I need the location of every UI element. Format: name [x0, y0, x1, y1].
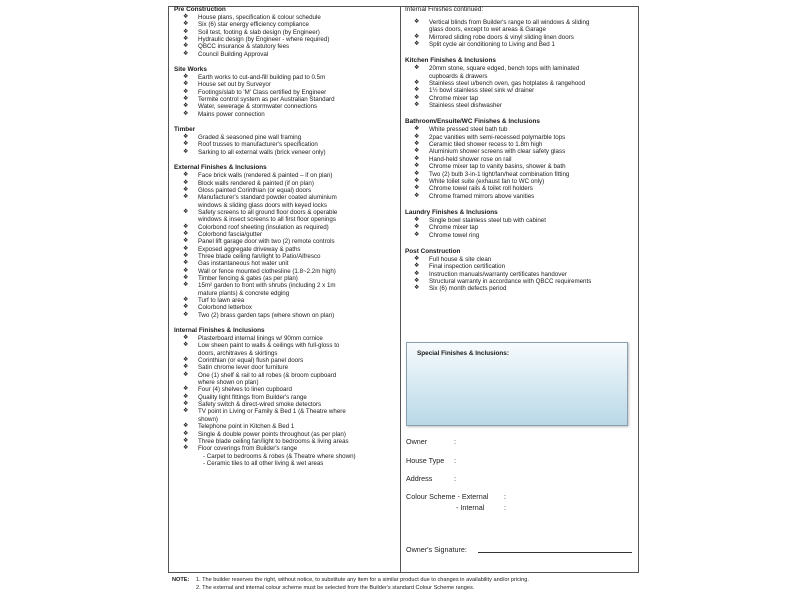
list-item [405, 95, 633, 102]
address-field[interactable] [406, 474, 456, 483]
list-item [174, 103, 396, 110]
item-list [405, 256, 633, 293]
diamond-bullet-icon: ❖ [414, 216, 420, 223]
list-item [405, 278, 633, 285]
list-item [174, 335, 396, 342]
item-text: Single & double power points throughout (as per plan) [198, 430, 346, 438]
item-text: One (1) shelf & rail to all robes (& broom cupboard [198, 371, 337, 379]
diamond-bullet-icon: ❖ [414, 148, 420, 155]
item-text: Colorbond fascia/gutter [198, 230, 262, 238]
list-item [405, 148, 633, 155]
list-item [174, 89, 396, 96]
item-text: - Carpet to bedrooms & robes (& Theatre where shown) [203, 452, 356, 460]
diamond-bullet-icon: ❖ [183, 311, 189, 318]
item-list [405, 65, 633, 109]
diamond-bullet-icon: ❖ [183, 172, 189, 179]
section [174, 66, 396, 118]
diamond-bullet-icon: ❖ [183, 74, 189, 81]
diamond-bullet-icon: ❖ [183, 445, 189, 452]
item-text: Six (6) star energy efficiency compliance [198, 21, 309, 29]
item-text: Plasterboard internal linings w/ 90mm cornice [198, 335, 323, 343]
item-text: Ceramic tiled shower recess to 1.8m high [429, 141, 543, 149]
list-item [174, 194, 396, 201]
list-item [174, 172, 396, 179]
signature-label: Owner's Signature: [406, 545, 467, 554]
owner-field[interactable] [406, 437, 456, 446]
colour-external-colon: : [504, 492, 506, 501]
diamond-bullet-icon: ❖ [414, 263, 420, 270]
item-text: Mirrored sliding robe doors & vinyl sliding linen doors [429, 33, 574, 41]
item-text: Colorbond roof sheeting (insulation as required) [198, 223, 329, 231]
section-heading: Kitchen Finishes & Inclusions [405, 57, 496, 65]
item-text: Safety switch & direct-wired smoke detectors [198, 401, 322, 409]
diamond-bullet-icon: ❖ [183, 252, 189, 259]
diamond-bullet-icon: ❖ [183, 401, 189, 408]
list-item [405, 224, 633, 231]
list-item [174, 379, 396, 386]
list-item [405, 193, 633, 200]
item-text: Chrome mixer tap to vanity basins, shower & bath [429, 163, 566, 171]
diamond-bullet-icon: ❖ [183, 223, 189, 230]
right-column [405, 6, 633, 302]
item-text: Sarking to all external walls (brick veneer only) [198, 148, 326, 156]
diamond-bullet-icon: ❖ [183, 393, 189, 400]
diamond-bullet-icon: ❖ [414, 126, 420, 133]
diamond-bullet-icon: ❖ [414, 177, 420, 184]
colour-external-label: Colour Scheme - External [406, 492, 489, 501]
diamond-bullet-icon: ❖ [183, 88, 189, 95]
list-item [174, 416, 396, 423]
list-item [174, 253, 396, 260]
list-item [405, 134, 633, 141]
item-text: Quality light fittings from Builder's range [198, 393, 307, 401]
signature-field[interactable] [406, 545, 467, 554]
diamond-bullet-icon: ❖ [414, 270, 420, 277]
item-list [405, 19, 633, 48]
list-item [405, 178, 633, 185]
diamond-bullet-icon: ❖ [183, 50, 189, 57]
special-finishes-box[interactable] [406, 342, 628, 426]
list-item [174, 134, 396, 141]
diamond-bullet-icon: ❖ [183, 423, 189, 430]
diamond-bullet-icon: ❖ [183, 96, 189, 103]
diamond-bullet-icon: ❖ [183, 260, 189, 267]
list-item [174, 187, 396, 194]
section-heading: Site Works [174, 66, 207, 74]
diamond-bullet-icon: ❖ [183, 408, 189, 415]
item-text: House plans, specification & colour schedule [198, 14, 321, 21]
diamond-bullet-icon: ❖ [183, 267, 189, 274]
diamond-bullet-icon: ❖ [183, 386, 189, 393]
diamond-bullet-icon: ❖ [183, 141, 189, 148]
list-item [405, 126, 633, 133]
item-text: where shown on plan) [198, 379, 259, 387]
item-list [174, 134, 396, 156]
item-text: Aluminium shower screens with clear safety glass [429, 148, 566, 156]
item-text: Stainless steel u/bench oven, gas hotplates & rangehood [429, 80, 586, 88]
item-text: 20mm stone, square edged, bench tops with laminated [429, 65, 580, 73]
diamond-bullet-icon: ❖ [183, 134, 189, 141]
diamond-bullet-icon: ❖ [414, 155, 420, 162]
item-text: TV point in Living or Family & Bed 1 (& Theatre where [198, 408, 346, 416]
diamond-bullet-icon: ❖ [183, 335, 189, 342]
left-column [174, 6, 396, 475]
item-text: White pressed steel bath tub [429, 126, 508, 134]
section-heading: Laundry Finishes & Inclusions [405, 208, 498, 216]
list-item [174, 401, 396, 408]
section [405, 209, 633, 239]
list-item [174, 260, 396, 267]
item-text: Manufacturer's standard powder coated aluminium [198, 194, 337, 202]
item-text: Mains power connection [198, 110, 265, 118]
address-label: Address [406, 474, 433, 483]
list-item [174, 111, 396, 118]
item-text: windows & sliding glass doors with keyed locks [198, 201, 327, 209]
item-list [174, 14, 396, 58]
diamond-bullet-icon: ❖ [414, 80, 420, 87]
list-item [174, 81, 396, 88]
diamond-bullet-icon: ❖ [414, 224, 420, 231]
signature-line [478, 552, 632, 553]
diamond-bullet-icon: ❖ [414, 185, 420, 192]
item-text: Exposed aggregate driveway & paths [198, 245, 301, 253]
section-heading: Timber [174, 126, 196, 134]
list-item [405, 232, 633, 239]
item-text: Roof trusses to manufacturer's specification [198, 141, 318, 149]
list-item [405, 256, 633, 263]
item-text: Block walls rendered & painted (if on plan) [198, 179, 314, 187]
diamond-bullet-icon: ❖ [183, 297, 189, 303]
list-item [174, 246, 396, 253]
item-text: Two (2) brass garden taps (where shown on plan) [198, 311, 335, 319]
item-text: Six (6) month defects period [429, 285, 507, 293]
list-item [405, 185, 633, 192]
item-text: Colorbond letterbox [198, 304, 253, 312]
diamond-bullet-icon: ❖ [414, 87, 420, 94]
house-type-field[interactable] [406, 456, 456, 465]
diamond-bullet-icon: ❖ [414, 192, 420, 199]
list-item [405, 87, 633, 94]
item-text: Instruction manuals/warranty certificates handover [429, 270, 567, 278]
item-text: Chrome mixer tap [429, 224, 479, 232]
diamond-bullet-icon: ❖ [414, 102, 420, 109]
list-item [174, 74, 396, 81]
list-item [174, 238, 396, 245]
diamond-bullet-icon: ❖ [183, 245, 189, 252]
colour-internal-field[interactable] [456, 503, 506, 512]
item-text: Termite control system as per Australian Standard [198, 96, 335, 104]
list-item [174, 141, 396, 148]
diamond-bullet-icon: ❖ [183, 179, 189, 186]
section-heading: Internal Finishes & Inclusions [174, 327, 265, 335]
item-text: shown) [198, 415, 218, 423]
list-item [174, 431, 396, 438]
section [405, 57, 633, 109]
item-text: Chrome towel ring [429, 231, 480, 239]
item-text: Gloss painted Corinthian (or equal) doors [198, 186, 312, 194]
item-list [174, 335, 396, 467]
diamond-bullet-icon: ❖ [183, 186, 189, 193]
house-type-colon: : [454, 456, 456, 465]
list-item [174, 438, 396, 445]
diamond-bullet-icon: ❖ [183, 274, 189, 281]
list-item [174, 350, 396, 357]
item-text: Soil test, footing & slab design (by Engineer) [198, 28, 320, 36]
diamond-bullet-icon: ❖ [183, 14, 189, 20]
house-type-label: House Type [406, 456, 445, 465]
diamond-bullet-icon: ❖ [414, 141, 420, 148]
list-item [405, 141, 633, 148]
diamond-bullet-icon: ❖ [183, 364, 189, 371]
item-text: Chrome mixer tap [429, 94, 479, 102]
list-item [174, 216, 396, 223]
item-text: 1½ bowl stainless steel sink w/ drainer [429, 87, 535, 95]
item-text: Four (4) shelves to linen cupboard [198, 386, 292, 394]
item-text: Structural warranty in accordance with QBCC requirements [429, 277, 592, 285]
item-text: 15m² garden to front with shrubs (including 2 x 1m [198, 282, 336, 290]
diamond-bullet-icon: ❖ [183, 43, 189, 50]
note-1: 1. The builder reserves the right, without notice, to substitute any item for a similar product due to changes in availability and/or pricing. [196, 577, 529, 583]
list-item [405, 271, 633, 278]
diamond-bullet-icon: ❖ [414, 65, 420, 72]
item-text: Final inspection certification [429, 263, 506, 271]
section [174, 126, 396, 156]
owner-colon: : [454, 437, 456, 446]
list-item [174, 224, 396, 231]
item-text: Face brick walls (rendered & painted – if on plan) [198, 172, 333, 180]
diamond-bullet-icon: ❖ [414, 285, 420, 292]
section-heading: Pre Construction [174, 6, 226, 13]
item-text: 2pac vanities with semi-recessed polymarble tops [429, 133, 566, 141]
list-item [405, 163, 633, 170]
diamond-bullet-icon: ❖ [414, 133, 420, 140]
item-text: Full house & site clean [429, 255, 492, 263]
item-text: Three blade ceiling fan/light to Patio/Alfresco [198, 252, 321, 260]
owner-label: Owner [406, 437, 428, 446]
list-item [174, 386, 396, 393]
list-item [174, 372, 396, 379]
list-item [174, 202, 396, 209]
diamond-bullet-icon: ❖ [183, 81, 189, 88]
list-item [174, 394, 396, 401]
address-colon: : [454, 474, 456, 483]
diamond-bullet-icon: ❖ [183, 230, 189, 237]
colour-internal-label: - Internal [456, 503, 485, 512]
list-item [174, 297, 396, 304]
item-text: Water, sewerage & stormwater connections [198, 103, 318, 111]
diamond-bullet-icon: ❖ [183, 282, 189, 289]
list-item [174, 364, 396, 371]
diamond-bullet-icon: ❖ [183, 304, 189, 311]
list-item [174, 453, 396, 460]
list-item [405, 65, 633, 72]
list-item [405, 171, 633, 178]
section-heading: Post Construction [405, 247, 461, 255]
item-text: QBCC insurance & statutory fees [198, 43, 290, 51]
diamond-bullet-icon: ❖ [183, 36, 189, 43]
list-item [174, 268, 396, 275]
list-item [405, 263, 633, 270]
item-text: Vertical blinds from Builder's range to all windows & sliding [429, 19, 590, 26]
list-item [405, 41, 633, 48]
list-item [174, 209, 396, 216]
list-item [174, 96, 396, 103]
list-item [174, 275, 396, 282]
section [174, 327, 396, 467]
diamond-bullet-icon: ❖ [414, 19, 420, 25]
list-item [405, 285, 633, 292]
section [405, 6, 633, 48]
list-item [174, 290, 396, 297]
list-item [174, 445, 396, 452]
item-text: - Ceramic tiles to all other living & wet areas [203, 459, 324, 467]
list-item [405, 80, 633, 87]
item-text: Chrome towel rails & toilet roll holders [429, 185, 533, 193]
item-list [174, 74, 396, 118]
item-text: Satin chrome lever door furniture [198, 364, 289, 372]
item-list [405, 126, 633, 199]
list-item [174, 342, 396, 349]
diamond-bullet-icon: ❖ [183, 110, 189, 117]
list-item [174, 231, 396, 238]
list-item [405, 73, 633, 80]
colour-internal-colon: : [504, 503, 506, 512]
column-divider [400, 6, 401, 573]
diamond-bullet-icon: ❖ [414, 94, 420, 101]
list-item [405, 156, 633, 163]
list-item [174, 14, 396, 21]
list-item [405, 217, 633, 224]
item-text: Safety screens to all ground floor doors & operable [198, 208, 338, 216]
item-text: windows & insect screens to all first floor openings [198, 216, 336, 224]
section-heading: Internal Finishes continued: [405, 6, 484, 13]
item-text: Panel lift garage door with two (2) remote controls [198, 238, 335, 246]
item-text: Footings/slab to 'M' Class certified by Engineer [198, 88, 327, 96]
note-2: 2. The external and internal colour scheme must be selected from the Builder's standard Colour Scheme ranges. [196, 585, 475, 591]
item-text: Split cycle air conditioning to Living and Bed 1 [429, 41, 555, 49]
diamond-bullet-icon: ❖ [183, 342, 189, 349]
item-text: glass doors, except to wet areas & Garage [429, 26, 546, 34]
item-text: Gas instantaneous hot water unit [198, 260, 289, 268]
item-text: Turf to lawn area [198, 297, 245, 304]
item-text: cupboards & drawers [429, 72, 488, 80]
list-item [174, 460, 396, 467]
list-item [174, 357, 396, 364]
item-text: House set out by Surveyor [198, 81, 271, 89]
item-list [405, 217, 633, 239]
item-text: Low sheen paint to walls & ceilings with full-gloss to [198, 342, 340, 350]
diamond-bullet-icon: ❖ [414, 231, 420, 238]
item-text: Graded & seasoned pine wall framing [198, 134, 302, 142]
item-list [174, 172, 396, 319]
special-finishes-label: Special Finishes & Inclusions: [417, 350, 509, 357]
list-item [174, 29, 396, 36]
list-item [174, 21, 396, 28]
list-item [405, 102, 633, 109]
diamond-bullet-icon: ❖ [183, 194, 189, 201]
section [405, 118, 633, 199]
section [174, 6, 396, 58]
item-text: Floor coverings from Builder's range [198, 445, 298, 453]
list-item [174, 180, 396, 187]
item-text: Council Building Approval [198, 50, 269, 58]
list-item [405, 34, 633, 41]
diamond-bullet-icon: ❖ [414, 33, 420, 40]
item-text: Chrome framed mirrors above vanities [429, 192, 535, 200]
diamond-bullet-icon: ❖ [183, 437, 189, 444]
diamond-bullet-icon: ❖ [414, 255, 420, 262]
item-text: Three blade ceiling fan/light to bedrooms & living areas [198, 437, 349, 445]
diamond-bullet-icon: ❖ [183, 208, 189, 215]
item-text: Telephone point in Kitchen & Bed 1 [198, 423, 295, 431]
diamond-bullet-icon: ❖ [183, 148, 189, 155]
notes-label: NOTE: [172, 577, 190, 583]
item-text: Hydraulic design (by Engineer - where required) [198, 36, 330, 44]
diamond-bullet-icon: ❖ [183, 28, 189, 35]
item-text: Stainless steel dishwasher [429, 102, 502, 110]
list-item [174, 282, 396, 289]
diamond-bullet-icon: ❖ [414, 277, 420, 284]
item-text: doors, architraves & skirtings [198, 349, 278, 357]
diamond-bullet-icon: ❖ [183, 238, 189, 245]
list-item [405, 26, 633, 33]
list-item [174, 51, 396, 58]
item-text: Single bowl stainless steel tub with cabinet [429, 216, 546, 224]
item-text: mature plants) & concrete edging [198, 289, 290, 297]
diamond-bullet-icon: ❖ [183, 371, 189, 378]
list-item [174, 43, 396, 50]
list-item [174, 312, 396, 319]
list-item [174, 423, 396, 430]
list-item [405, 19, 633, 26]
list-item [174, 36, 396, 43]
list-item [174, 149, 396, 156]
section-heading: External Finishes & Inclusions [174, 164, 267, 172]
item-text: Hand-held shower rose on rail [429, 155, 512, 163]
item-text: Wall or fence mounted clothesline (1.8~2.2m high) [198, 267, 336, 275]
list-item [174, 304, 396, 311]
item-text: White toilet suite (exhaust fan to WC only) [429, 177, 545, 185]
section-heading: Bathroom/Ensuite/WC Finishes & Inclusions [405, 118, 540, 126]
item-text: Two (2) bulb 3-in-1 light/fan/heat combination fitting [429, 170, 570, 178]
item-text: Corinthian (or equal) flush panel doors [198, 357, 304, 365]
diamond-bullet-icon: ❖ [183, 357, 189, 364]
diamond-bullet-icon: ❖ [414, 163, 420, 170]
list-item [174, 408, 396, 415]
section [174, 164, 396, 319]
diamond-bullet-icon: ❖ [183, 103, 189, 110]
section [405, 248, 633, 293]
item-text: Timber fencing & gates (as per plan) [198, 274, 298, 282]
diamond-bullet-icon: ❖ [183, 21, 189, 28]
diamond-bullet-icon: ❖ [414, 41, 420, 48]
colour-external-field[interactable] [406, 492, 506, 501]
item-text: Earth works to cut-and-fill building pad to 0.5m [198, 74, 326, 82]
diamond-bullet-icon: ❖ [414, 170, 420, 177]
diamond-bullet-icon: ❖ [183, 430, 189, 437]
